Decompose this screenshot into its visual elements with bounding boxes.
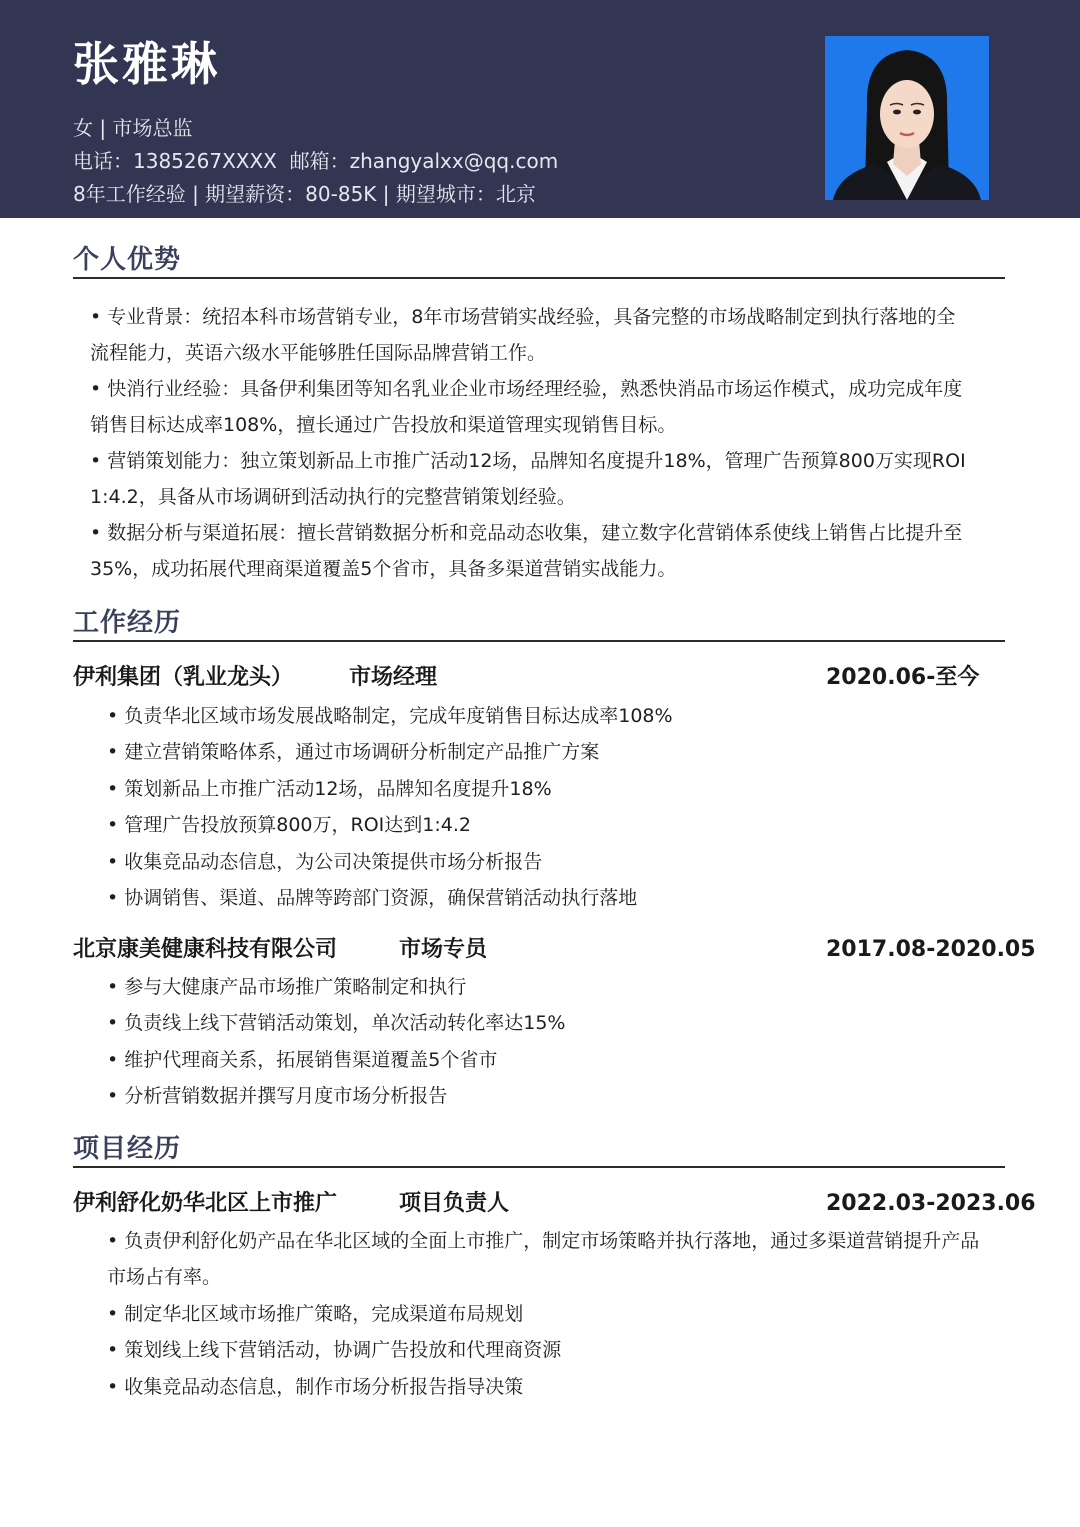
job-header	[73, 660, 1033, 696]
advantages-list	[90, 299, 970, 587]
project-role: 项目负责人	[399, 1191, 510, 1216]
phone-text: 电话：1385267XXXX	[73, 149, 277, 173]
list-item: • 负责伊利舒化奶产品在华北区域的全面上市推广，制定市场策略并执行落地，通过多渠道营销提升产品市场占有率。	[107, 1230, 980, 1289]
list-item: • 收集竞品动态信息，制作市场分析报告指导决策	[107, 1375, 524, 1398]
project-header	[73, 1186, 1036, 1222]
advantage-item: • 专业背景：统招本科市场营销专业，8年市场营销实战经验，具备完整的市场战略制定到执行落地的全流程能力，英语六级水平能够胜任国际品牌营销工作。	[90, 306, 956, 364]
section-divider	[73, 640, 1005, 642]
job-header	[73, 932, 1036, 968]
contact-line	[73, 146, 558, 176]
advantage-item: • 数据分析与渠道拓展：擅长营销数据分析和竞品动态收集，建立数字化营销体系使线上销售占比提升至35%，成功拓展代理商渠道覆盖5个省市，具备多渠道营销实战能力。	[90, 522, 963, 580]
email-text: 邮箱：zhangyalxx@qq.com	[289, 149, 559, 173]
section-divider	[73, 1166, 1005, 1168]
section-title-work: 工作经历	[73, 608, 182, 638]
list-item: • 管理广告投放预算800万，ROI达到1:4.2	[107, 814, 471, 837]
section-title-advantages: 个人优势	[73, 245, 182, 275]
list-item: • 协调销售、渠道、品牌等跨部门资源，确保营销活动执行落地	[107, 887, 638, 910]
project-bullets	[107, 1223, 987, 1405]
list-item: • 负责华北区域市场发展战略制定，完成年度销售目标达成率108%	[107, 705, 673, 727]
resume-header	[0, 0, 1080, 218]
experience-salary-line: 8年工作经验 | 期望薪资：80-85K | 期望城市：北京	[73, 182, 536, 206]
list-item: • 分析营销数据并撰写月度市场分析报告	[107, 1085, 448, 1108]
job-role: 市场经理	[349, 665, 438, 690]
section-title-projects: 项目经历	[73, 1134, 182, 1164]
job-date: 2017.08-2020.05	[826, 937, 1036, 962]
section-divider	[73, 277, 1005, 279]
candidate-name: 张雅琳	[73, 37, 220, 91]
profile-photo	[825, 36, 989, 200]
job-date: 2020.06-至今	[826, 665, 980, 690]
list-item: • 参与大健康产品市场推广策略制定和执行	[107, 976, 467, 998]
portrait-image	[825, 36, 989, 200]
job-bullets	[107, 698, 987, 916]
project-name: 伊利舒化奶华北区上市推广	[73, 1191, 338, 1216]
list-item: • 收集竞品动态信息，为公司决策提供市场分析报告	[107, 850, 543, 873]
gender-title-line: 女 | 市场总监	[73, 116, 193, 140]
job-role: 市场专员	[399, 937, 488, 962]
list-item: • 负责线上线下营销活动策划，单次活动转化率达15%	[107, 1012, 566, 1035]
job-company: 伊利集团（乳业龙头）	[73, 665, 294, 690]
advantage-item: • 营销策划能力：独立策划新品上市推广活动12场，品牌知名度提升18%，管理广告预算800万实现ROI 1:4.2，具备从市场调研到活动执行的完整营销策划经验。	[90, 450, 966, 508]
list-item: • 策划线上线下营销活动，协调广告投放和代理商资源	[107, 1339, 562, 1362]
job-company: 北京康美健康科技有限公司	[73, 937, 338, 962]
list-item: • 制定华北区域市场推广策略，完成渠道布局规划	[107, 1302, 524, 1325]
list-item: • 策划新品上市推广活动12场，品牌知名度提升18%	[107, 777, 552, 800]
list-item: • 维护代理商关系，拓展销售渠道覆盖5个省市	[107, 1048, 498, 1071]
project-date: 2022.03-2023.06	[826, 1191, 1036, 1216]
list-item: • 建立营销策略体系，通过市场调研分析制定产品推广方案	[107, 741, 600, 764]
job-bullets	[107, 969, 987, 1115]
advantage-item: • 快消行业经验：具备伊利集团等知名乳业企业市场经理经验，熟悉快消品市场运作模式，成功完成年度销售目标达成率108%，擅长通过广告投放和渠道管理实现销售目标。	[90, 378, 963, 436]
